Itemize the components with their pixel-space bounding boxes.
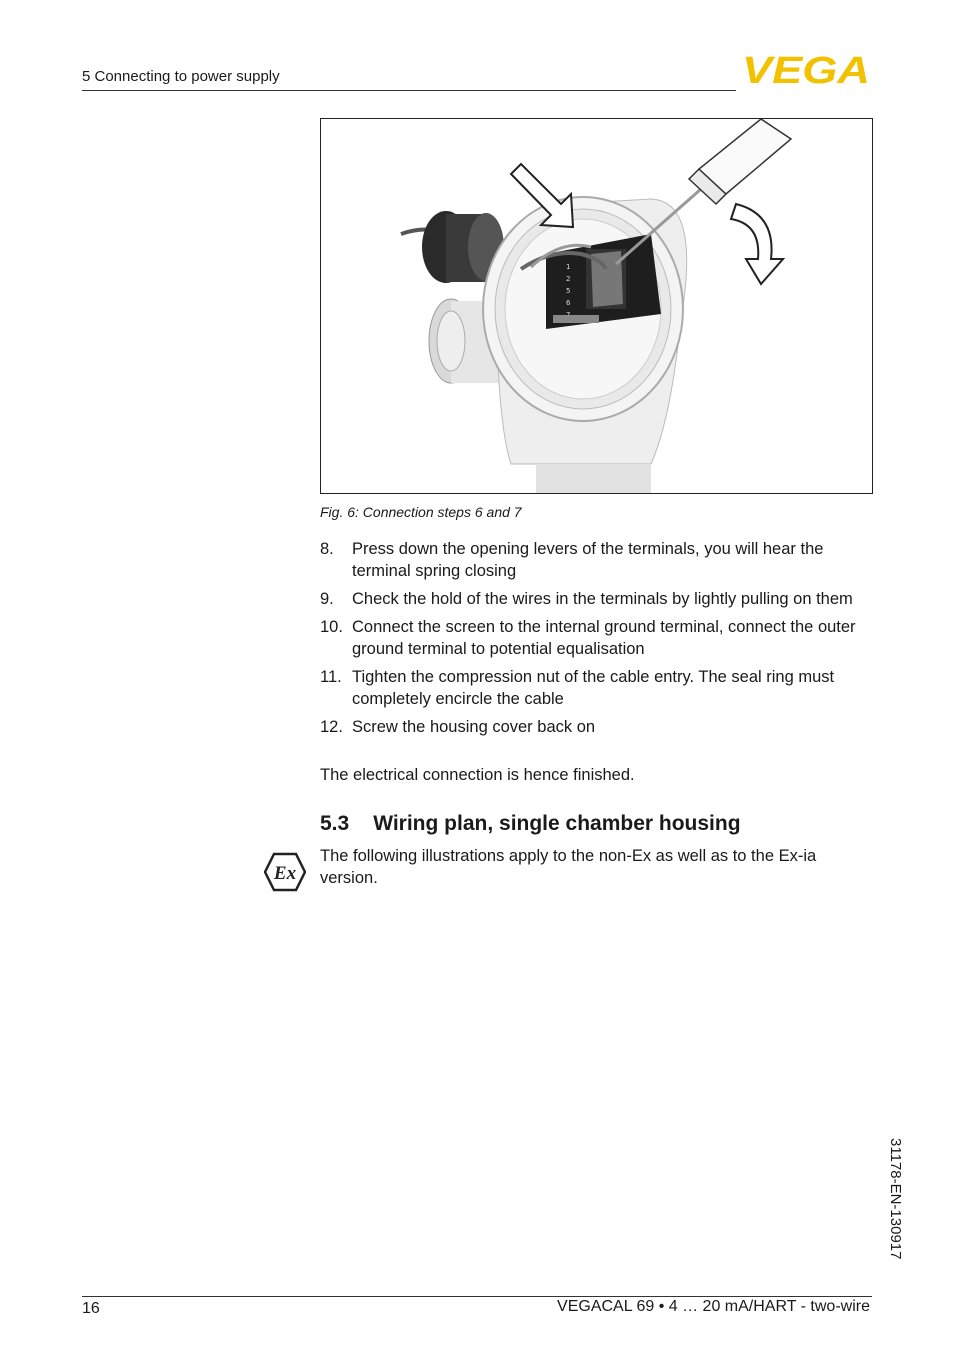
list-item: [320, 666, 876, 710]
svg-text:VEGA: VEGA: [742, 52, 870, 86]
footer-product: VEGACAL 69 • 4 … 20 mA/HART - two-wire: [557, 1298, 870, 1315]
section-title: Wiring plan, single chamber housing: [373, 812, 741, 835]
rotate-arrow-icon: [731, 204, 783, 284]
step-text: Connect the screen to the internal ground terminal, connect the outer ground terminal to potential equalisation: [352, 618, 856, 658]
step-list: [320, 538, 876, 744]
step-number: 8.: [320, 540, 334, 558]
list-item: [320, 716, 876, 738]
svg-text:2: 2: [566, 275, 571, 283]
connection-figure: [320, 118, 873, 494]
section-intro: The following illustrations apply to the non-Ex as well as to the Ex-ia version.: [320, 847, 817, 887]
header-divider: [82, 90, 736, 91]
housing-body: [483, 197, 687, 493]
step-number: 12.: [320, 718, 343, 736]
step-text: Check the hold of the wires in the terminals by lightly pulling on them: [352, 590, 853, 608]
section-heading: [320, 812, 741, 836]
list-item: [320, 538, 876, 582]
document-id: 31178-EN-130917: [887, 1138, 904, 1260]
figure-caption: Fig. 6: Connection steps 6 and 7: [320, 504, 522, 520]
step-text: Tighten the compression nut of the cable entry. The seal ring must completely encircle the cable: [352, 668, 835, 708]
svg-text:Ex: Ex: [273, 863, 297, 884]
housing-illustration: [321, 119, 872, 493]
footer-divider: [82, 1296, 872, 1297]
svg-text:6: 6: [566, 299, 571, 307]
finished-note: The electrical connection is hence finished.: [320, 766, 635, 784]
step-number: 10.: [320, 618, 343, 636]
step-text: Press down the opening levers of the terminals, you will hear the terminal spring closing: [352, 540, 824, 580]
step-number: 9.: [320, 590, 334, 608]
ex-protection-icon: [264, 852, 306, 892]
vega-logo: [742, 52, 872, 86]
svg-text:1: 1: [566, 263, 571, 271]
header-section-title: 5 Connecting to power supply: [82, 68, 280, 85]
svg-text:5: 5: [566, 287, 571, 295]
step-text: Screw the housing cover back on: [352, 718, 596, 736]
section-number: 5.3: [320, 812, 350, 835]
list-item: [320, 588, 876, 610]
step-number: 11.: [320, 668, 342, 686]
page-number: 16: [82, 1300, 100, 1317]
list-item: [320, 616, 876, 660]
